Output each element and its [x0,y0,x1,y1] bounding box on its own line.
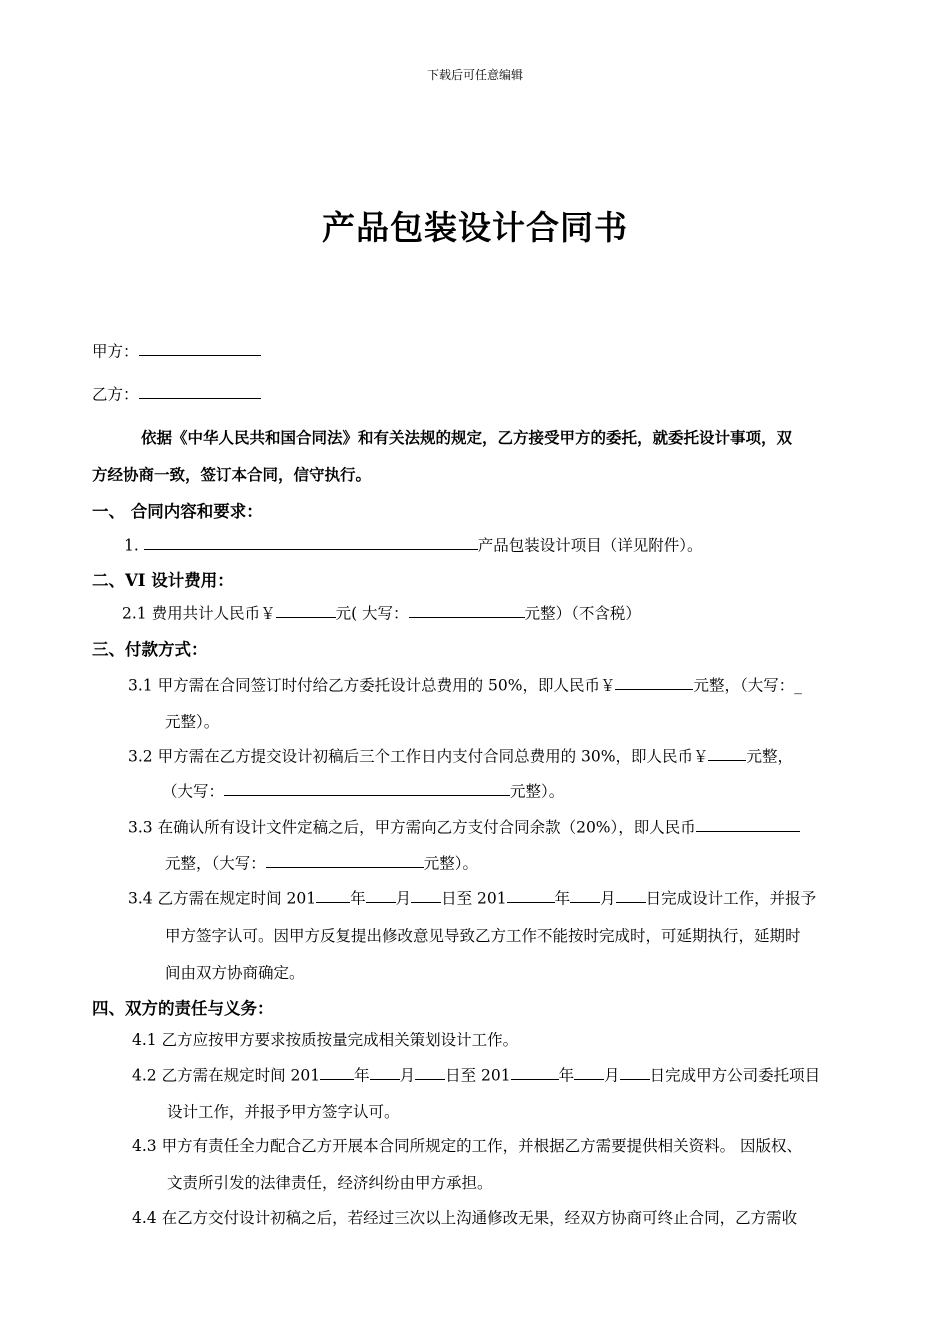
start-day-blank [411,886,441,903]
section-1-heading: 一、 合同内容和要求： [92,502,263,521]
clause-3-2-text: 3.2 甲方需在乙方提交设计初稿后三个工作日内支付合同总费用的 30%，即人民币￥ [128,747,709,766]
item-1-text: 产品包装设计项目（详见附件）。 [477,536,703,555]
item-1-number: 1. [124,536,139,555]
party-a-line [92,339,261,361]
clause-3-4-line-1 [128,886,816,908]
section-3-heading: 三、付款方式： [92,640,208,659]
fee-tax-note: 元整）（不含税） [524,604,641,623]
clause-3-1-line-2: 元整）。 [165,713,220,731]
clause-3-3-amount-blank [696,815,800,832]
intro-line-1: 依据《中华人民共和国合同法》和有关法规的规定，乙方接受甲方的委托，就委托设计事项，双 [141,428,793,447]
month-label: 月 [395,889,412,908]
item-1-blank [144,533,478,550]
clause-3-4-end-text: 日完成设计工作，并报予 [645,889,817,908]
party-b-label: 乙方： [92,385,139,404]
clause-3-3-text: 3.3 在确认所有设计文件定稿之后，甲方需向乙方支付合同余款（20%），即人民币 [128,818,696,837]
clause-3-3-line-1 [128,815,800,837]
c42-start-month-blank [370,1063,400,1080]
c42-end-year-blank [511,1063,559,1080]
clause-3-2-unit: 元整， [746,747,793,766]
document-title: 产品包装设计合同书 [322,208,628,247]
clause-4-2-line-1 [132,1063,820,1085]
clause-3-1-line-1 [128,673,802,695]
section-1-item-1 [124,533,703,555]
section-2-item-1 [122,601,641,623]
party-a-blank [139,339,261,356]
year-label-2: 年 [554,889,571,908]
clause-3-2-line-2 [162,779,564,801]
clause-4-3-line-2: 文责所引发的法律责任，经济纠纷由甲方承担。 [167,1174,493,1192]
clause-3-4-line-2: 甲方签字认可。因甲方反复提出修改意见导致乙方工作不能按时完成时，可延期执行，延期时 [165,927,801,945]
clause-4-2-text: 4.2 乙方需在规定时间 201 [132,1066,321,1085]
c42-month-label-2: 月 [604,1066,620,1085]
c42-start-day-blank [415,1063,445,1080]
clause-3-2-amount-blank [708,744,746,761]
clause-3-3-end: 元整）。 [423,854,479,873]
section-2-heading-suffix: 设计费用： [145,571,234,590]
clause-4-2-line-2: 设计工作，并报予甲方签字认可。 [167,1103,400,1121]
clause-4-1: 4.1 乙方应按甲方要求按质按量完成相关策划设计工作。 [132,1031,519,1049]
clause-3-1-amount-blank [615,673,693,690]
c42-year-label: 年 [354,1066,370,1085]
clause-3-2-line-1 [128,744,793,766]
fee-total-text: 2.1 费用共计人民币￥ [122,604,276,623]
fee-amount-blank [276,601,336,618]
month-label-2: 月 [600,889,616,908]
fee-capital-blank [409,601,525,618]
fee-capital-label: 元( 大写： [335,604,409,623]
page-header-note: 下载后可任意编辑 [426,68,523,82]
clause-3-1-capital-label: 元整，（大写：_ [693,676,802,695]
c42-year-label-2: 年 [558,1066,575,1085]
start-year-blank [316,886,350,903]
end-year-blank [507,886,555,903]
clause-3-3-capital-blank [266,851,424,868]
c42-day-to-label: 日至 201 [445,1066,511,1085]
party-a-label: 甲方： [92,342,139,361]
end-month-blank [570,886,600,903]
c42-end-month-blank [574,1063,604,1080]
start-month-blank [366,886,396,903]
c42-month-label: 月 [399,1066,416,1085]
clause-4-2-end-text: 日完成甲方公司委托项目 [649,1066,821,1085]
c42-start-year-blank [320,1063,354,1080]
clause-3-2-capital-blank [224,779,510,796]
clause-3-3-line-2 [165,851,478,873]
clause-4-4-line-1: 4.4 在乙方交付设计初稿之后，若经过三次以上沟通修改无果，经双方协商可终止合同，乙方需收 [132,1209,798,1227]
clause-3-4-line-3: 间由双方协商确定。 [165,964,305,982]
party-b-blank [139,382,261,399]
party-b-line [92,382,261,404]
section-2-heading-prefix: 二、 [92,571,125,590]
day-to-label: 日至 201 [441,889,507,908]
c42-end-day-blank [620,1063,650,1080]
section-4-heading: 四、双方的责任与义务： [92,999,274,1018]
year-label: 年 [350,889,366,908]
clause-3-1-text: 3.1 甲方需在合同签订时付给乙方委托设计总费用的 50%，即人民币￥ [128,676,616,695]
clause-3-2-capital-label: （大写： [162,782,225,801]
clause-3-2-end: 元整）。 [510,782,565,801]
clause-3-4-text: 3.4 乙方需在规定时间 201 [128,889,317,908]
intro-line-2: 方经协商一致，签订本合同，信守执行。 [92,465,372,484]
clause-3-3-capital-label: 元整，（大写： [165,854,266,873]
section-2-heading-vi: VI [125,571,146,590]
clause-4-3-line-1: 4.3 甲方有责任全力配合乙方开展本合同所规定的工作，并根据乙方需要提供相关资料。 因版权、 [132,1137,803,1155]
section-2-heading [92,567,234,591]
end-day-blank [616,886,646,903]
